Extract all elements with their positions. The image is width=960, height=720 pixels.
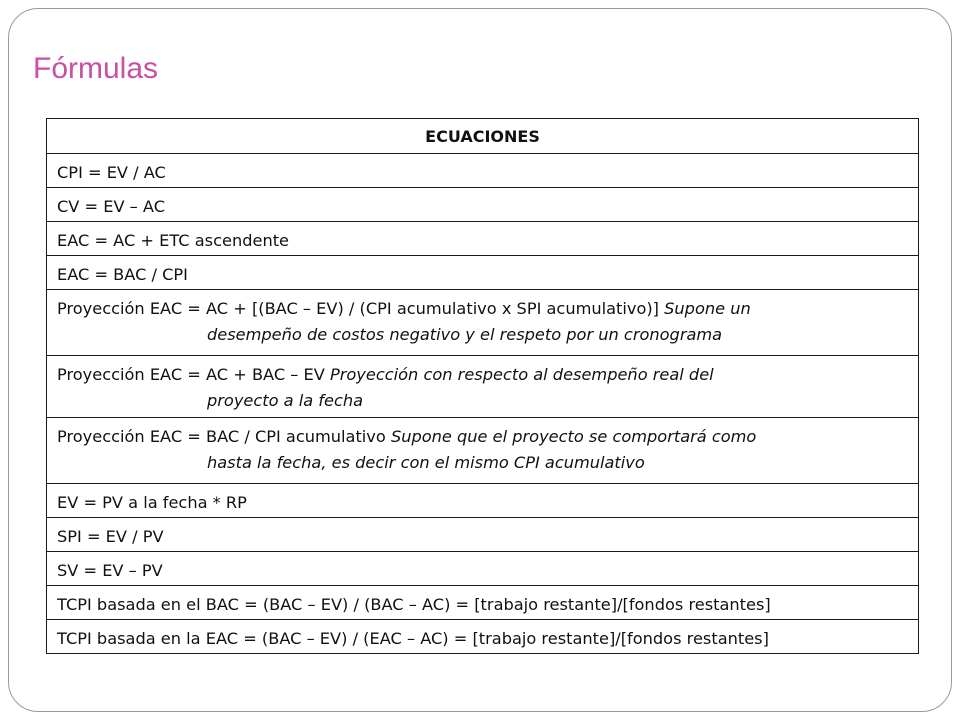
table-row <box>47 586 919 620</box>
table-row <box>47 290 919 356</box>
table-row <box>47 518 919 552</box>
formula-eac-ascendente: EAC = AC + ETC ascendente <box>47 222 919 256</box>
table-row <box>47 552 919 586</box>
table-row <box>47 356 919 418</box>
table-row <box>47 154 919 188</box>
table-row <box>47 256 919 290</box>
formula-cpi: CPI = EV / AC <box>47 154 919 188</box>
formula-note: Supone un <box>664 299 751 318</box>
page-title: Fórmulas <box>33 52 159 85</box>
formula-text: Proyección EAC = BAC / CPI acumulativo <box>57 427 386 446</box>
formula-note: Proyección con respecto al desempeño real del <box>329 365 714 384</box>
table-row <box>47 620 919 654</box>
formula-tcpi-bac: TCPI basada en el BAC = (BAC – EV) / (BAC – AC) = [trabajo restante]/[fondos restantes] <box>47 586 919 620</box>
formula-proyeccion-eac-bac-cpi <box>47 418 919 484</box>
formula-note-continued: hasta la fecha, es decir con el mismo CPI acumulativo <box>207 453 645 472</box>
table-row <box>47 188 919 222</box>
formula-note-continued: proyecto a la fecha <box>207 391 364 410</box>
table-row <box>47 418 919 484</box>
formula-ev: EV = PV a la fecha * RP <box>47 484 919 518</box>
formula-sv: SV = EV – PV <box>47 552 919 586</box>
formula-note: Supone que el proyecto se comportará como <box>390 427 757 446</box>
formula-text: Proyección EAC = AC + [(BAC – EV) / (CPI acumulativo x SPI acumulativo)] <box>57 299 659 318</box>
table-row <box>47 484 919 518</box>
formula-cv: CV = EV – AC <box>47 188 919 222</box>
table-header: ECUACIONES <box>47 119 919 154</box>
formula-proyeccion-eac-cpi-spi <box>47 290 919 356</box>
formula-tcpi-eac: TCPI basada en la EAC = (BAC – EV) / (EAC – AC) = [trabajo restante]/[fondos restantes] <box>47 620 919 654</box>
equations-table <box>46 118 919 654</box>
formula-eac-bac-cpi: EAC = BAC / CPI <box>47 256 919 290</box>
table-header-row <box>47 119 919 154</box>
formula-spi: SPI = EV / PV <box>47 518 919 552</box>
formula-text: Proyección EAC = AC + BAC – EV <box>57 365 325 384</box>
formula-proyeccion-eac-ac-bac-ev <box>47 356 919 418</box>
formula-note-continued: desempeño de costos negativo y el respeto por un cronograma <box>207 325 723 344</box>
table-row <box>47 222 919 256</box>
